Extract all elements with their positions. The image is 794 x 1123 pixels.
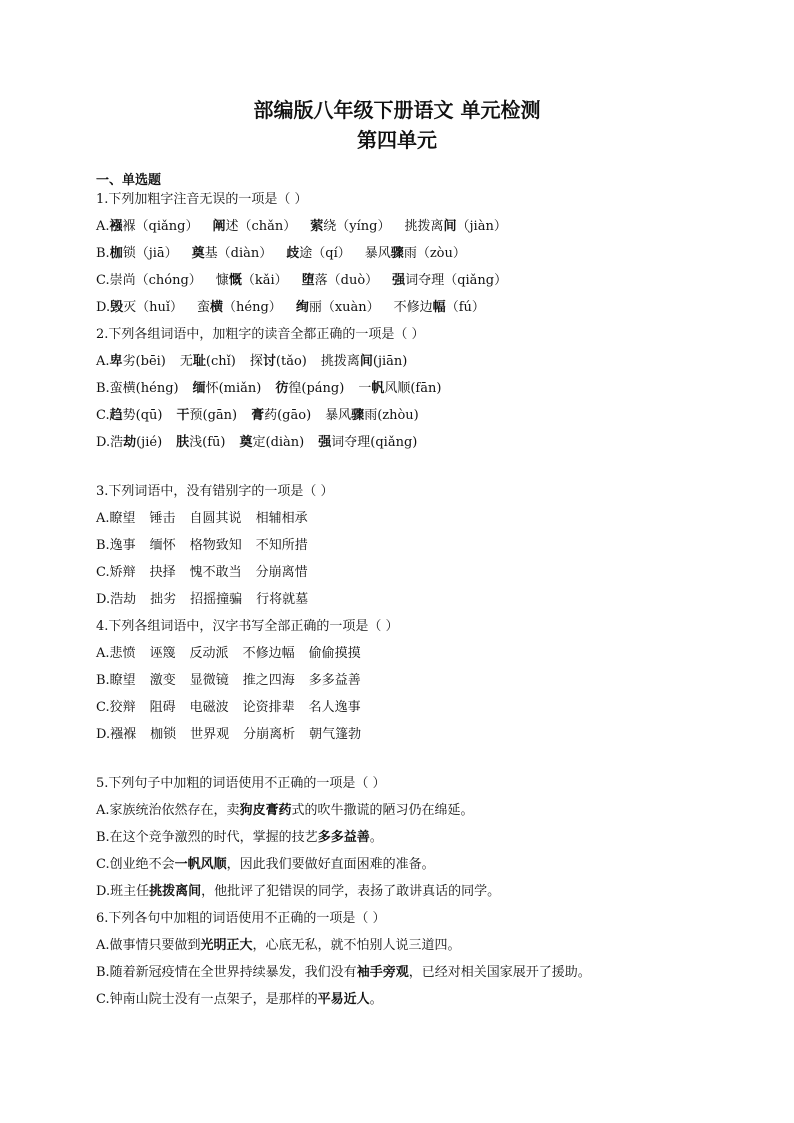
option-text: (jié): [136, 435, 163, 450]
option-text: 雨(zhòu): [364, 408, 419, 423]
answer-option: [96, 565, 716, 581]
question-list: [96, 173, 716, 1019]
option-text: 抉择: [149, 565, 176, 580]
option-text: 暴风: [364, 246, 391, 261]
option-text: （kǎi）: [241, 273, 288, 288]
option-text: 挑拨离: [320, 354, 360, 369]
answer-option: [96, 381, 716, 397]
question-stem: 1.下列加粗字注音无误的一项是（ ）: [96, 192, 308, 207]
option-text: 推之四海: [242, 673, 295, 688]
question-stem: 3.下列词语中，没有错别字的一项是（ ）: [96, 484, 334, 499]
bold-text: 间: [359, 354, 373, 369]
bold-text: 帆: [371, 381, 385, 396]
answer-option: [96, 803, 716, 819]
option-text: 述（chǎn）: [225, 219, 297, 234]
option-text: 定(diàn): [252, 435, 305, 450]
option-text: (chǐ): [205, 354, 236, 369]
option-text: B.在这个竞争激烈的时代，掌握的技艺: [96, 830, 318, 845]
option-text: 褓（qiǎng）: [122, 219, 199, 234]
option-text: 不修边幅: [242, 646, 295, 661]
option-text: (jiān): [372, 354, 408, 369]
option-text: 偷偷摸摸: [308, 646, 361, 661]
bold-text: 枷: [109, 246, 123, 261]
answer-option: [96, 408, 716, 424]
bold-text: 肤: [176, 435, 190, 450]
option-text: 怀(miǎn): [205, 381, 262, 396]
option-text: 途（qí）: [299, 246, 351, 261]
bold-text: 卑: [109, 354, 123, 369]
option-text: 。: [369, 830, 383, 845]
bold-text: 幅: [432, 300, 446, 315]
option-text: C.狡辩: [96, 700, 136, 715]
option-text: 招摇撞骗: [190, 592, 243, 607]
option-text: B.随着新冠疫情在全世界持续暴发，我们没有: [96, 965, 357, 980]
option-text: 雨（zòu）: [403, 246, 466, 261]
bold-text: 骤: [351, 408, 365, 423]
option-text: A.家族统治依然存在，卖: [96, 803, 240, 818]
option-text: 风顺(fān): [384, 381, 442, 396]
option-text: （jiàn）: [456, 219, 507, 234]
answer-option: [96, 938, 716, 954]
bold-text: 劫: [123, 435, 137, 450]
option-text: D.浩: [96, 435, 124, 450]
answer-option: [96, 435, 716, 451]
bold-text: 横: [210, 300, 224, 315]
option-text: 自圆其说: [189, 511, 242, 526]
option-text: D.襁褓: [96, 727, 137, 742]
option-text: B.逸事: [96, 538, 136, 553]
option-text: 预(gān): [189, 408, 238, 423]
option-text: 绕（yíng）: [323, 219, 391, 234]
option-text: 反动派: [189, 646, 229, 661]
answer-option: [96, 884, 716, 900]
option-text: 浅(fū): [189, 435, 226, 450]
bold-text: 平易近人: [317, 992, 370, 1007]
option-text: B.蛮横(héng): [96, 381, 179, 396]
option-text: 丽（xuàn）: [308, 300, 380, 315]
bold-text: 多多益善: [317, 830, 370, 845]
bold-text: 光明正大: [200, 938, 253, 953]
answer-option: [96, 673, 716, 689]
option-text: 多多益善: [308, 673, 361, 688]
option-text: ，因此我们要做好直面困难的准备。: [226, 857, 435, 872]
bold-text: 骤: [390, 246, 404, 261]
option-text: 药(gāo): [264, 408, 312, 423]
bold-text: 强: [392, 273, 406, 288]
option-text: 基（diàn）: [204, 246, 273, 261]
bold-text: 挑拨离间: [149, 884, 202, 899]
option-text: 落（duò）: [314, 273, 379, 288]
answer-option: [96, 992, 716, 1008]
option-text: 探: [249, 354, 263, 369]
answer-option: [96, 219, 716, 235]
option-text: 论资排辈: [242, 700, 295, 715]
option-text: C.矫辩: [96, 565, 136, 580]
document-subtitle: 第四单元: [357, 128, 437, 152]
bold-text: 阐: [212, 219, 226, 234]
option-text: B.瞭望: [96, 673, 136, 688]
option-text: B.: [96, 246, 110, 261]
option-text: (tǎo): [275, 354, 307, 369]
option-text: 锤击: [149, 511, 176, 526]
answer-option: [96, 300, 716, 316]
option-text: C.崇尚（chóng）: [96, 273, 202, 288]
option-text: 电磁波: [189, 700, 229, 715]
option-text: D.: [96, 300, 111, 315]
bold-text: 干: [176, 408, 190, 423]
answer-option: [96, 354, 716, 370]
option-text: 灭（huǐ）: [123, 300, 184, 315]
option-text: A.: [96, 354, 110, 369]
bold-text: 缅: [192, 381, 206, 396]
bold-text: 萦: [310, 219, 324, 234]
option-text: 分崩离析: [243, 727, 296, 742]
option-text: 慷: [215, 273, 229, 288]
option-text: 挑拨离: [404, 219, 444, 234]
option-text: 名人逸事: [308, 700, 361, 715]
option-text: C.钟南山院士没有一点架子，是那样的: [96, 992, 318, 1007]
option-text: 分崩离惜: [255, 565, 308, 580]
option-text: A.悲愤: [96, 646, 136, 661]
bold-text: 彷: [275, 381, 289, 396]
answer-option: [96, 700, 716, 716]
option-text: D.浩劫: [96, 592, 137, 607]
option-text: 式的吹牛撒谎的陋习仍在绵延。: [291, 803, 474, 818]
option-text: 行将就墓: [256, 592, 309, 607]
blank-line: [96, 462, 716, 484]
bold-text: 歧: [286, 246, 300, 261]
option-text: 世界观: [190, 727, 230, 742]
bold-text: 襁: [109, 219, 123, 234]
bold-text: 间: [443, 219, 457, 234]
option-text: 显微镜: [189, 673, 229, 688]
option-text: 一: [358, 381, 372, 396]
bold-text: 袖手旁观: [356, 965, 409, 980]
bold-text: 一帆风顺: [174, 857, 227, 872]
bold-text: 绚: [295, 300, 309, 315]
option-text: D.班主任: [96, 884, 150, 899]
option-text: 激变: [149, 673, 176, 688]
option-text: 不修边: [393, 300, 433, 315]
option-text: （héng）: [223, 300, 282, 315]
question-stem: 6.下列各句中加粗的词语使用不正确的一项是（ ）: [96, 911, 386, 926]
option-text: 诬篾: [149, 646, 176, 661]
answer-option: [96, 592, 716, 608]
option-text: 愧不敢当: [189, 565, 242, 580]
blank-line: [96, 754, 716, 776]
option-text: 无: [179, 354, 193, 369]
section-heading: 一、单选题: [96, 173, 162, 188]
answer-option: [96, 965, 716, 981]
option-text: （fú）: [445, 300, 485, 315]
option-text: 蛮: [197, 300, 211, 315]
option-text: 劣(bēi): [122, 354, 166, 369]
option-text: ，心底无私，就不怕别人说三道四。: [252, 938, 461, 953]
option-text: 相辅相承: [255, 511, 308, 526]
bold-text: 膏: [251, 408, 265, 423]
question-stem: 4.下列各组词语中，汉字书写全部正确的一项是（ ）: [96, 619, 399, 634]
option-text: A.做事情只要做到: [96, 938, 201, 953]
option-text: 词夺理（qiǎng）: [405, 273, 508, 288]
option-text: 拙劣: [150, 592, 177, 607]
answer-option: [96, 538, 716, 554]
bold-text: 奠: [191, 246, 205, 261]
option-text: 不知所措: [255, 538, 308, 553]
answer-option: [96, 246, 716, 262]
answer-option: [96, 830, 716, 846]
option-text: 。: [369, 992, 383, 1007]
option-text: C.创业绝不会: [96, 857, 175, 872]
option-text: A.: [96, 219, 110, 234]
option-text: 朝气篷勃: [309, 727, 362, 742]
answer-option: [96, 727, 716, 743]
option-text: 缅怀: [149, 538, 176, 553]
bold-text: 毁: [110, 300, 124, 315]
question-stem: 5.下列句子中加粗的词语使用不正确的一项是（ ）: [96, 776, 386, 791]
option-text: A.瞭望: [96, 511, 136, 526]
option-text: C.: [96, 408, 110, 423]
bold-text: 趋: [109, 408, 123, 423]
option-text: 徨(páng): [288, 381, 345, 396]
answer-option: [96, 857, 716, 873]
document-title: 部编版八年级下册语文 单元检测: [253, 98, 541, 122]
option-text: ，已经对相关国家展开了援助。: [408, 965, 591, 980]
bold-text: 讨: [262, 354, 276, 369]
option-text: 枷锁: [150, 727, 177, 742]
option-text: 势(qū): [122, 408, 163, 423]
option-text: 暴风: [325, 408, 352, 423]
option-text: 阻碍: [149, 700, 176, 715]
bold-text: 强: [318, 435, 332, 450]
question-stem: 2.下列各组词语中，加粗字的读音全都正确的一项是（ ）: [96, 327, 425, 342]
bold-text: 狗皮膏药: [239, 803, 292, 818]
bold-text: 耻: [192, 354, 206, 369]
option-text: 格物致知: [189, 538, 242, 553]
bold-text: 奠: [239, 435, 253, 450]
answer-option: [96, 646, 716, 662]
option-text: 词夺理(qiǎng): [331, 435, 418, 450]
bold-text: 慨: [228, 273, 242, 288]
option-text: 锁（jiā）: [122, 246, 178, 261]
bold-text: 堕: [301, 273, 315, 288]
option-text: ，他批评了犯错误的同学，表扬了敢讲真话的同学。: [201, 884, 501, 899]
answer-option: [96, 511, 716, 527]
answer-option: [96, 273, 716, 289]
